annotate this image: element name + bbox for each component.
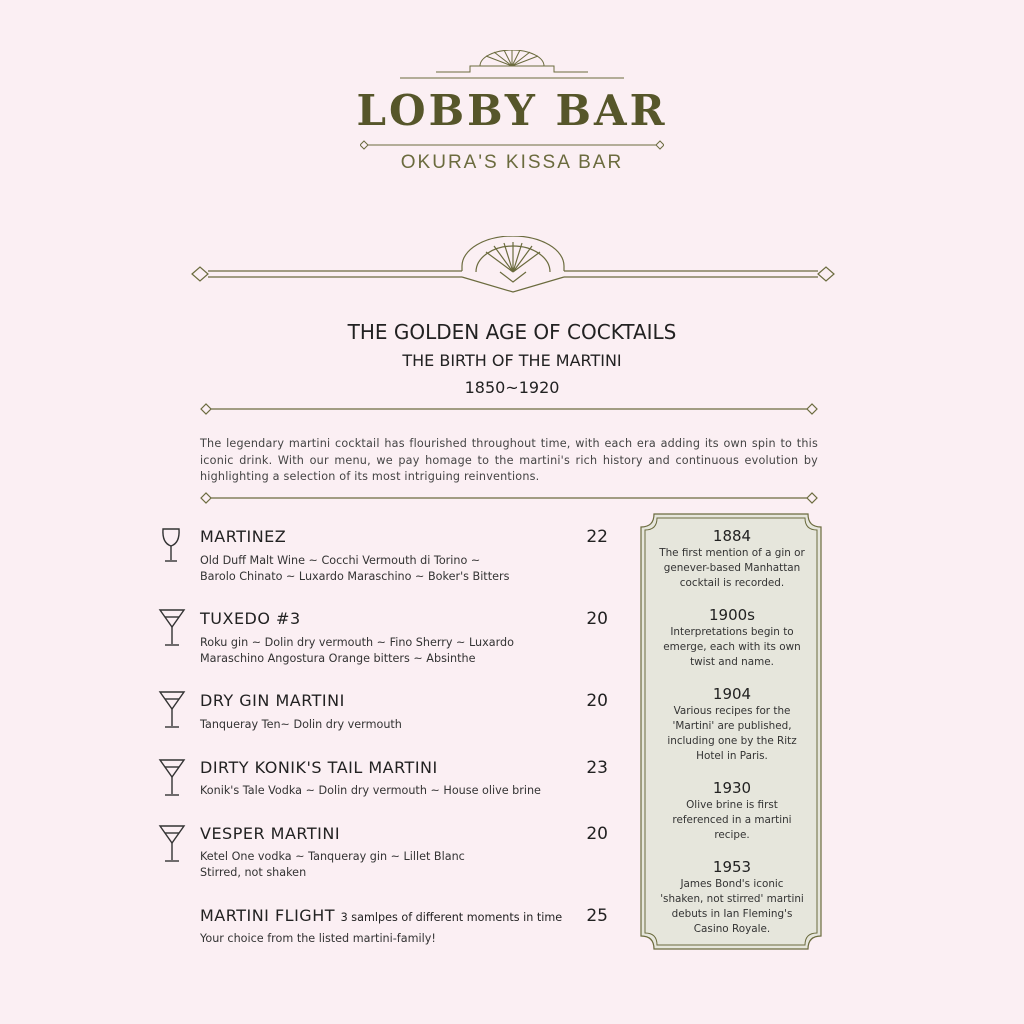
martini-glass-icon (158, 823, 186, 865)
menu-item-desc: Konik's Tale Vodka ~ Dolin dry vermouth ~ House olive brine (200, 784, 541, 797)
timeline-year: 1900s (709, 606, 755, 624)
timeline-year: 1884 (712, 527, 752, 545)
flight-note: 3 samlpes of different moments in time (340, 911, 563, 924)
timeline-text: The first mention of a gin or genever-based Manhattan cocktail is recorded. (659, 547, 805, 589)
menu-item-desc: Tanqueray Ten~ Dolin dry vermouth (200, 718, 402, 731)
martini-glass-icon (158, 607, 186, 649)
flight-desc: Your choice from the listed martini-family! (200, 932, 436, 945)
timeline-text: James Bond's iconic 'shaken, not stirred' martini debuts in Ian Fleming's Casino Royale. (660, 878, 804, 935)
timeline-year: 1930 (712, 779, 752, 797)
menu-item-price: 23 (586, 758, 608, 778)
menu-item-desc: Ketel One vodka ~ Tanqueray gin ~ Lillet Blanc (200, 850, 465, 863)
menu-item-name: DIRTY KONIK'S TAIL MARTINI (200, 758, 438, 777)
logo-sunburst-ornament (400, 50, 624, 82)
menu-item-name: VESPER MARTINI (200, 824, 341, 843)
section-subtitle: THE BIRTH OF THE MARTINI (402, 351, 622, 370)
coupe-glass-icon (158, 527, 184, 565)
timeline-year: 1904 (712, 685, 752, 703)
menu-item-name: MARTINEZ (200, 527, 287, 546)
menu-item-name: TUXEDO #3 (200, 609, 301, 628)
art-deco-fan-ornament (190, 236, 836, 294)
timeline-year: 1953 (712, 858, 752, 876)
section-years: 1850~1920 (464, 378, 560, 397)
menu-item-desc: Stirred, not shaken (200, 866, 307, 879)
flight-name-row (200, 906, 562, 925)
timeline-text: Various recipes for the 'Martini' are published, including one by the Ritz Hotel in Paris. (667, 705, 797, 762)
section-divider-bottom (200, 492, 818, 504)
logo-divider (360, 140, 664, 150)
section-divider-top (200, 403, 818, 415)
menu-item-price: 20 (586, 824, 608, 844)
logo-subtitle: OKURA'S KISSA BAR (400, 152, 624, 173)
menu-item-price: 22 (586, 527, 608, 547)
timeline-text: Interpretations begin to emerge, each with its own twist and name. (663, 626, 801, 668)
menu-item-desc: Old Duff Malt Wine ~ Cocchi Vermouth di Torino ~ (200, 554, 481, 567)
menu-item-desc: Maraschino Angostura Orange bitters ~ Absinthe (200, 652, 476, 665)
menu-item-desc: Barolo Chinato ~ Luxardo Maraschino ~ Boker's Bitters (200, 570, 510, 583)
menu-item-price: 20 (586, 691, 608, 711)
timeline-text: Olive brine is first referenced in a martini recipe. (672, 799, 792, 841)
martini-glass-icon (158, 689, 186, 731)
intro-text: The legendary martini cocktail has flourished throughout time, with each era adding its own spin to this iconic drink. With our menu, we pay homage to the martini's rich history and continuous evolution by highlighting a selection of its most intriguing reinventions. (200, 437, 818, 483)
martini-glass-icon (158, 757, 186, 799)
section-title: THE GOLDEN AGE OF COCKTAILS (347, 320, 677, 344)
menu-item-desc: Roku gin ~ Dolin dry vermouth ~ Fino Sherry ~ Luxardo (200, 636, 514, 649)
flight-name: MARTINI FLIGHT (200, 906, 336, 925)
logo-title: LOBBY BAR (356, 86, 668, 135)
menu-item-price: 20 (586, 609, 608, 629)
menu-item-name: DRY GIN MARTINI (200, 691, 345, 710)
flight-price: 25 (586, 906, 608, 926)
